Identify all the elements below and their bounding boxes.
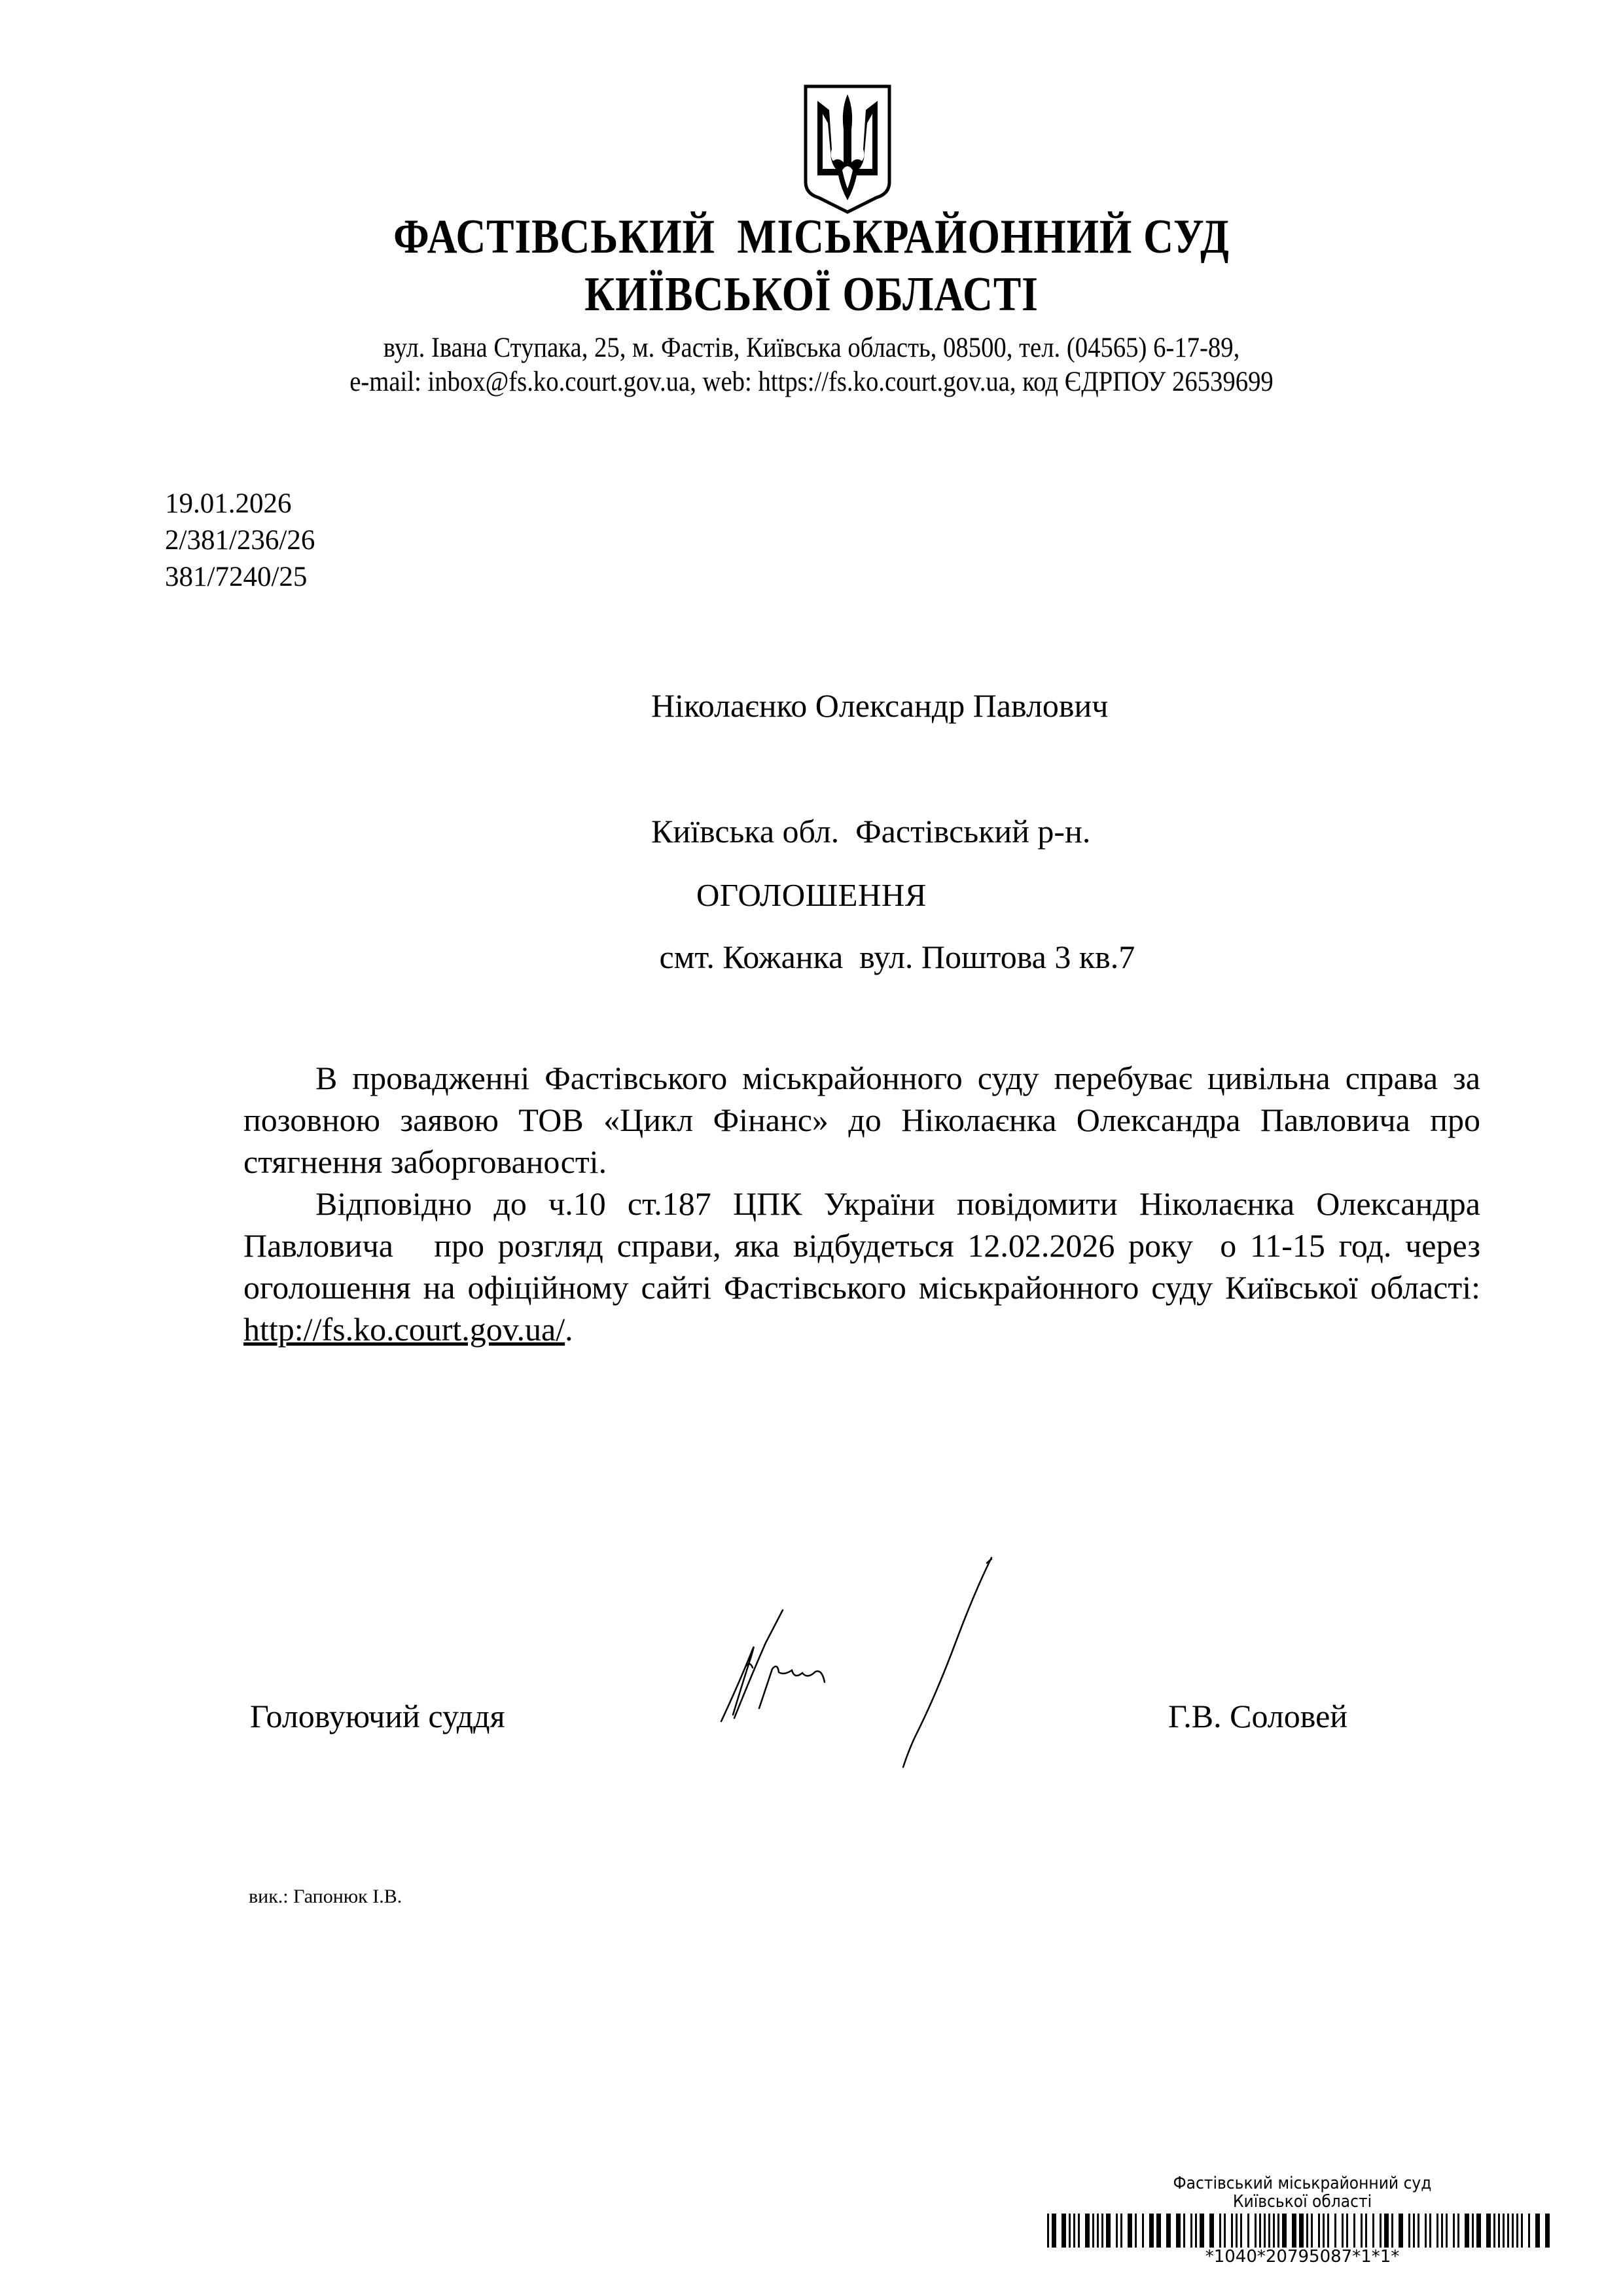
barcode-bar: [1219, 2214, 1221, 2248]
barcode-bar: [1346, 2214, 1348, 2248]
barcode-bar: [1073, 2214, 1075, 2248]
barcode-bar: [1106, 2214, 1111, 2248]
barcode-bar: [1097, 2214, 1099, 2248]
barcode-bar: [1327, 2214, 1329, 2248]
barcode-bar: [1085, 2214, 1090, 2248]
barcode-bar: [1413, 2214, 1415, 2248]
case-number: 381/7240/25: [165, 562, 308, 592]
barcode-bar: [1476, 2214, 1481, 2248]
barcode-bar: [1156, 2214, 1161, 2248]
barcode-bar: [1528, 2214, 1530, 2248]
barcode-bar: [1408, 2214, 1410, 2248]
recipient-street: смт. Кожанка вул. Поштова 3 кв.7: [651, 939, 1135, 975]
barcode-bar: [1453, 2214, 1455, 2248]
barcode-bar: [1498, 2214, 1500, 2248]
barcode-bar: [1365, 2214, 1367, 2248]
signer-name: Г.В. Соловей: [1168, 1698, 1348, 1734]
barcode-bar: [1323, 2214, 1325, 2248]
coat-of-arms-icon: [803, 84, 892, 215]
court-name-line2: КИЇВСЬКОЇ ОБЛАСТІ: [584, 268, 1039, 321]
barcode-bar: [1142, 2214, 1144, 2248]
barcode-bar: [1116, 2214, 1118, 2248]
recipient-name: Ніколаєнко Олександр Павлович: [651, 687, 1109, 724]
body-paragraph: [243, 1183, 1489, 1350]
court-name-line1: ФАСТІВСЬКИЙ МІСЬКРАЙОННИЙ СУД: [393, 210, 1230, 264]
barcode-bar: [1231, 2214, 1233, 2248]
barcode-bar: [1353, 2214, 1355, 2248]
barcode-bar: [1457, 2214, 1459, 2248]
document-body: [243, 1057, 1489, 1350]
barcode-bar: [1166, 2214, 1171, 2248]
barcode-bar: [1436, 2214, 1438, 2248]
outgoing-number: 2/381/236/26: [165, 525, 315, 556]
barcode-bar: [1516, 2214, 1518, 2248]
barcode-bar: [1195, 2214, 1197, 2248]
barcode-bar: [1052, 2214, 1056, 2248]
barcode-bar: [1535, 2214, 1540, 2248]
barcode-bar: [1299, 2214, 1304, 2248]
barcode-bar: [1183, 2214, 1185, 2248]
barcode-bar: [1521, 2214, 1523, 2248]
paragraph-text: Відповідно до ч.10 ст.187 ЦПК України повідомити Ніколаєнка Олександра Павловича про розгляд справи, яка відбудеться 12.02.2026 року о 11-15 год. через оголошення на офіційному сайті Фастівського міськрайонного суду Київської області:: [243, 1185, 1489, 1306]
barcode-number: *1040*20795087*1*1*: [1205, 2247, 1400, 2267]
barcode-bar: [1380, 2214, 1382, 2248]
barcode-bar: [1268, 2214, 1270, 2248]
document-title: ОГОЛОШЕННЯ: [696, 877, 927, 913]
barcode-bar: [1306, 2214, 1308, 2248]
barcode-bar: [1465, 2214, 1469, 2248]
barcode-bar: [1282, 2214, 1287, 2248]
barcode-bar: [1273, 2214, 1275, 2248]
handwritten-signature: [668, 1551, 1008, 1774]
court-contacts: [81, 331, 1542, 399]
barcode-icon: [1047, 2214, 1558, 2248]
barcode-bar: [1512, 2214, 1514, 2248]
court-website-link[interactable]: http://fs.ko.court.gov.ua/: [243, 1311, 565, 1348]
barcode-bar: [1061, 2214, 1066, 2248]
recipient-region: Київська обл. Фастівський р-н.: [651, 813, 1091, 850]
barcode-bar: [1472, 2214, 1474, 2248]
barcode-bar: [1493, 2214, 1495, 2248]
stamp-court-name: Фастівський міськрайонний суд: [1173, 2174, 1432, 2193]
barcode-bar: [1101, 2214, 1103, 2248]
barcode-bar: [1069, 2214, 1071, 2248]
barcode-bar: [1120, 2214, 1122, 2248]
barcode-bar: [1318, 2214, 1320, 2248]
signer-role: Головуючий суддя: [250, 1698, 505, 1734]
document-date: 19.01.2026: [165, 488, 292, 519]
barcode-bar: [1545, 2214, 1550, 2248]
stamp-court-region: Київської області: [1232, 2192, 1372, 2212]
executor-note: вик.: Гапонюк І.В.: [249, 1886, 402, 1907]
barcode-stamp: [1047, 2174, 1558, 2266]
barcode-bar: [1503, 2214, 1505, 2248]
barcode-bar: [1277, 2214, 1279, 2248]
barcode-bar: [1149, 2214, 1154, 2248]
barcode-bar: [1429, 2214, 1431, 2248]
barcode-bar: [1391, 2214, 1393, 2248]
barcode-bar: [1334, 2214, 1336, 2248]
barcode-bar: [1128, 2214, 1132, 2248]
document-references: [165, 486, 315, 596]
barcode-bar: [1264, 2214, 1266, 2248]
barcode-bar: [1078, 2214, 1080, 2248]
court-name: [114, 208, 1510, 323]
barcode-bar: [1240, 2214, 1242, 2248]
barcode-bar: [1399, 2214, 1403, 2248]
barcode-bar: [1425, 2214, 1427, 2248]
barcode-bar: [1259, 2214, 1261, 2248]
barcode-bar: [1292, 2214, 1296, 2248]
barcode-bar: [1255, 2214, 1257, 2248]
barcode-bar: [1441, 2214, 1443, 2248]
barcode-bar: [1507, 2214, 1509, 2248]
recipient-block: [651, 601, 1135, 1020]
barcode-bar: [1190, 2214, 1192, 2248]
barcode-bar: [1342, 2214, 1344, 2248]
barcode-bar: [1224, 2214, 1226, 2248]
barcode-bar: [1047, 2214, 1049, 2248]
barcode-bar: [1486, 2214, 1491, 2248]
barcode-bar: [1384, 2214, 1389, 2248]
barcode-bar: [1200, 2214, 1204, 2248]
barcode-bar: [1135, 2214, 1137, 2248]
court-email-web: e-mail: inbox@fs.ko.court.gov.ua, web: https://fs.ko.court.gov.ua, код ЄДРПОУ 26539699: [349, 367, 1274, 397]
barcode-bar: [1236, 2214, 1238, 2248]
barcode-bar: [1446, 2214, 1448, 2248]
barcode-bar: [1092, 2214, 1094, 2248]
barcode-bar: [1247, 2214, 1249, 2248]
paragraph-end: .: [565, 1311, 573, 1348]
barcode-bar: [1209, 2214, 1214, 2248]
barcode-bar: [1418, 2214, 1419, 2248]
barcode-bar: [1176, 2214, 1181, 2248]
barcode-bar: [1372, 2214, 1374, 2248]
court-address: вул. Івана Ступака, 25, м. Фастів, Київська область, 08500, тел. (04565) 6-17-89,: [383, 332, 1240, 363]
body-paragraph: В провадженні Фастівського міськрайонного суду перебуває цивільна справа за позовною заявою ТОВ «Цикл Фінанс» до Ніколаєнка Олександра Павловича про стягнення заборгованості.: [243, 1060, 1480, 1180]
barcode-bar: [1311, 2214, 1313, 2248]
barcode-bar: [1361, 2214, 1363, 2248]
